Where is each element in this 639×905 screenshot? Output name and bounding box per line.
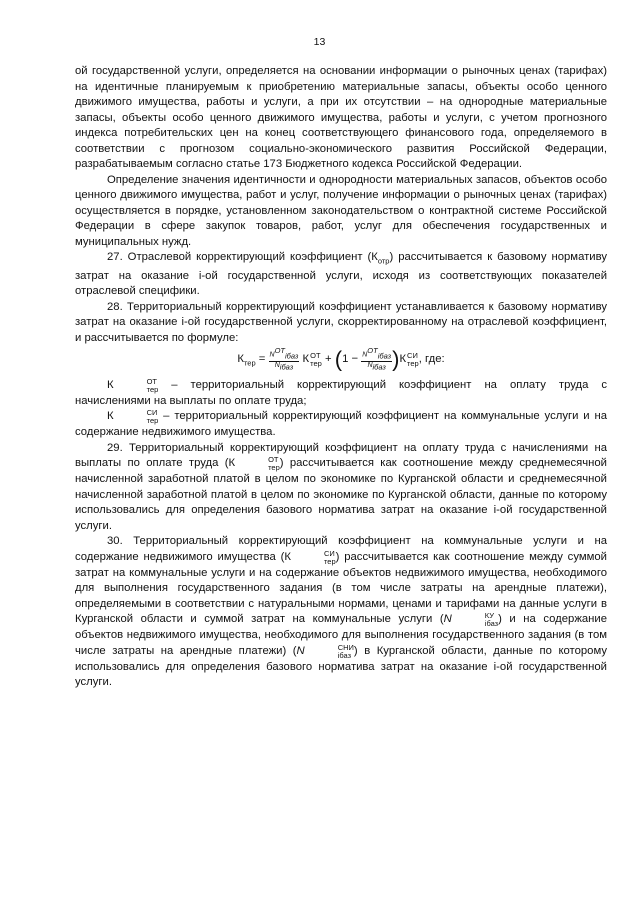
territorial-coefficient-formula (75, 347, 607, 375)
fraction-2-numerator: $N^{ОТ}_{iбаз}$ (362, 346, 392, 361)
fraction-1-numerator: $N^{ОТ}_{iбаз}$ (269, 346, 299, 361)
formula-fraction-2 (361, 347, 392, 371)
formula-k: К (237, 353, 244, 366)
p27-text-b: ) рассчитывается к базовому нормативу затрат на оказание i-ой государственной услуги, исходя из соответствующих показателей отраслевой специфики. (75, 251, 607, 298)
p29-k-index: ОТ тер (268, 455, 280, 473)
paragraph-continuation: ой государственной услуги, определяется на основании информации о рыночных ценах (тарифах) на идентичные планируемым к приобретению материальные запасы, объекты особо ценного движимого имущества, работы и услуги, а при их отсутствии – на однородные материальные запасы, объекты особо ценного движимого имущества, работы и услуги, с учетом прогнозного индекса потребительских цен на конец соответствующего финансового года, определяемого в соответствии с прогнозом социально-экономического развития Российской Федерации, разрабатываемым согласно статье 173 Бюджетного кодекса Российской Федерации. (75, 65, 607, 170)
document-body (75, 64, 607, 691)
formula-k-ot-index: ОТ тер (310, 351, 322, 369)
formula-plus: + (324, 353, 332, 366)
paragraph-28: 28. Территориальный корректирующий коэффициент устанавливается к базовому нормативу затрат на оказание i-ой государственной услуги, скорректированному на отраслевой коэффициент, и рассчитывается по формуле: (75, 300, 607, 344)
paragraph-30: 30. Территориальный корректирующий коэффициент на коммунальные услуги и на содержание недвижимого имущества (К СИ тер ) рассчитывается как соотношение между суммой затрат на коммунальные услуги и на содержание объектов недвижимого имущества, необходимого для выполнения государственного задания (в том числе затраты на арендные платежи), определяемыми в соответствии с натуральными нормами, ценами и тарифами на данные услуги в Курганской области и суммой затрат на коммунальные услуги (N КУ iбаз ) и на содержание объектов недвижимого имущества, необходимого для выполнения государственного задания (в том числе затраты на арендные платежи) (N СНИ iбаз ) в Курганской области, данные по которому использовались для определения базового норматива затрат на оказание i-ой государственной услуги. (75, 535, 607, 689)
p30-k-index: СИ тер (323, 548, 336, 566)
formula-eq: = (258, 353, 266, 366)
formula-open-paren: ( (334, 346, 343, 372)
formula-close-paren: ) (392, 346, 400, 372)
definition-k-ot: К ОТ тер – территориальный корректирующий коэффициент на оплату труда с начислениями на выплаты по оплате труда; (75, 376, 607, 407)
p30-n-sni: N (296, 644, 305, 657)
p30-n-ky: N (443, 613, 452, 626)
page-number: 13 (313, 36, 326, 48)
formula-k-si: К (399, 353, 407, 366)
fraction-1-denominator: $N_{iбаз}$ (274, 361, 294, 372)
paragraph-29: 29. Территориальный корректирующий коэффициент на оплату труда с начислениями на выплаты по оплате труда (К ОТ тер ) рассчитывается как соотношение между среднемесячной начисленной заработной платой в целом по экономике по Курганской области и среднемесячной начисленной заработной платой в целом по экономике по Курганской области, данные по которому использовались для определения базового норматива затрат на оказание i-ой государственной услуги. (75, 441, 607, 532)
formula-k-si-index: СИ тер (407, 351, 419, 369)
definition-k-si: К СИ тер – территориальный корректирующий коэффициент на коммунальные услуги и на содержание недвижимого имущества. (75, 408, 607, 439)
p27-subscript: отр (377, 256, 390, 266)
formula-fraction-1 (269, 347, 300, 371)
paragraph-27 (75, 250, 607, 300)
paragraph-identity: Определение значения идентичности и однородности материальных запасов, объектов особо ценного движимого имущества, работ и услуг, получение информации о рыночных ценах (тарифах) осуществляется в порядке, установленном законодательством о контрактной системе Российской Федерации в сфере закупок товаров, работ, услуг для обеспечения государственных и муниципальных нужд. (75, 173, 607, 248)
formula-tail: , где: (418, 353, 445, 366)
p27-text-a: 27. Отраслевой корректирующий коэффициент (К (107, 251, 378, 263)
formula-one-minus: 1 − (342, 353, 359, 366)
formula-k-ot: К (302, 353, 310, 366)
formula-k-sub: тер (243, 358, 256, 368)
fraction-2-denominator: $N_{iбаз}$ (367, 361, 386, 372)
